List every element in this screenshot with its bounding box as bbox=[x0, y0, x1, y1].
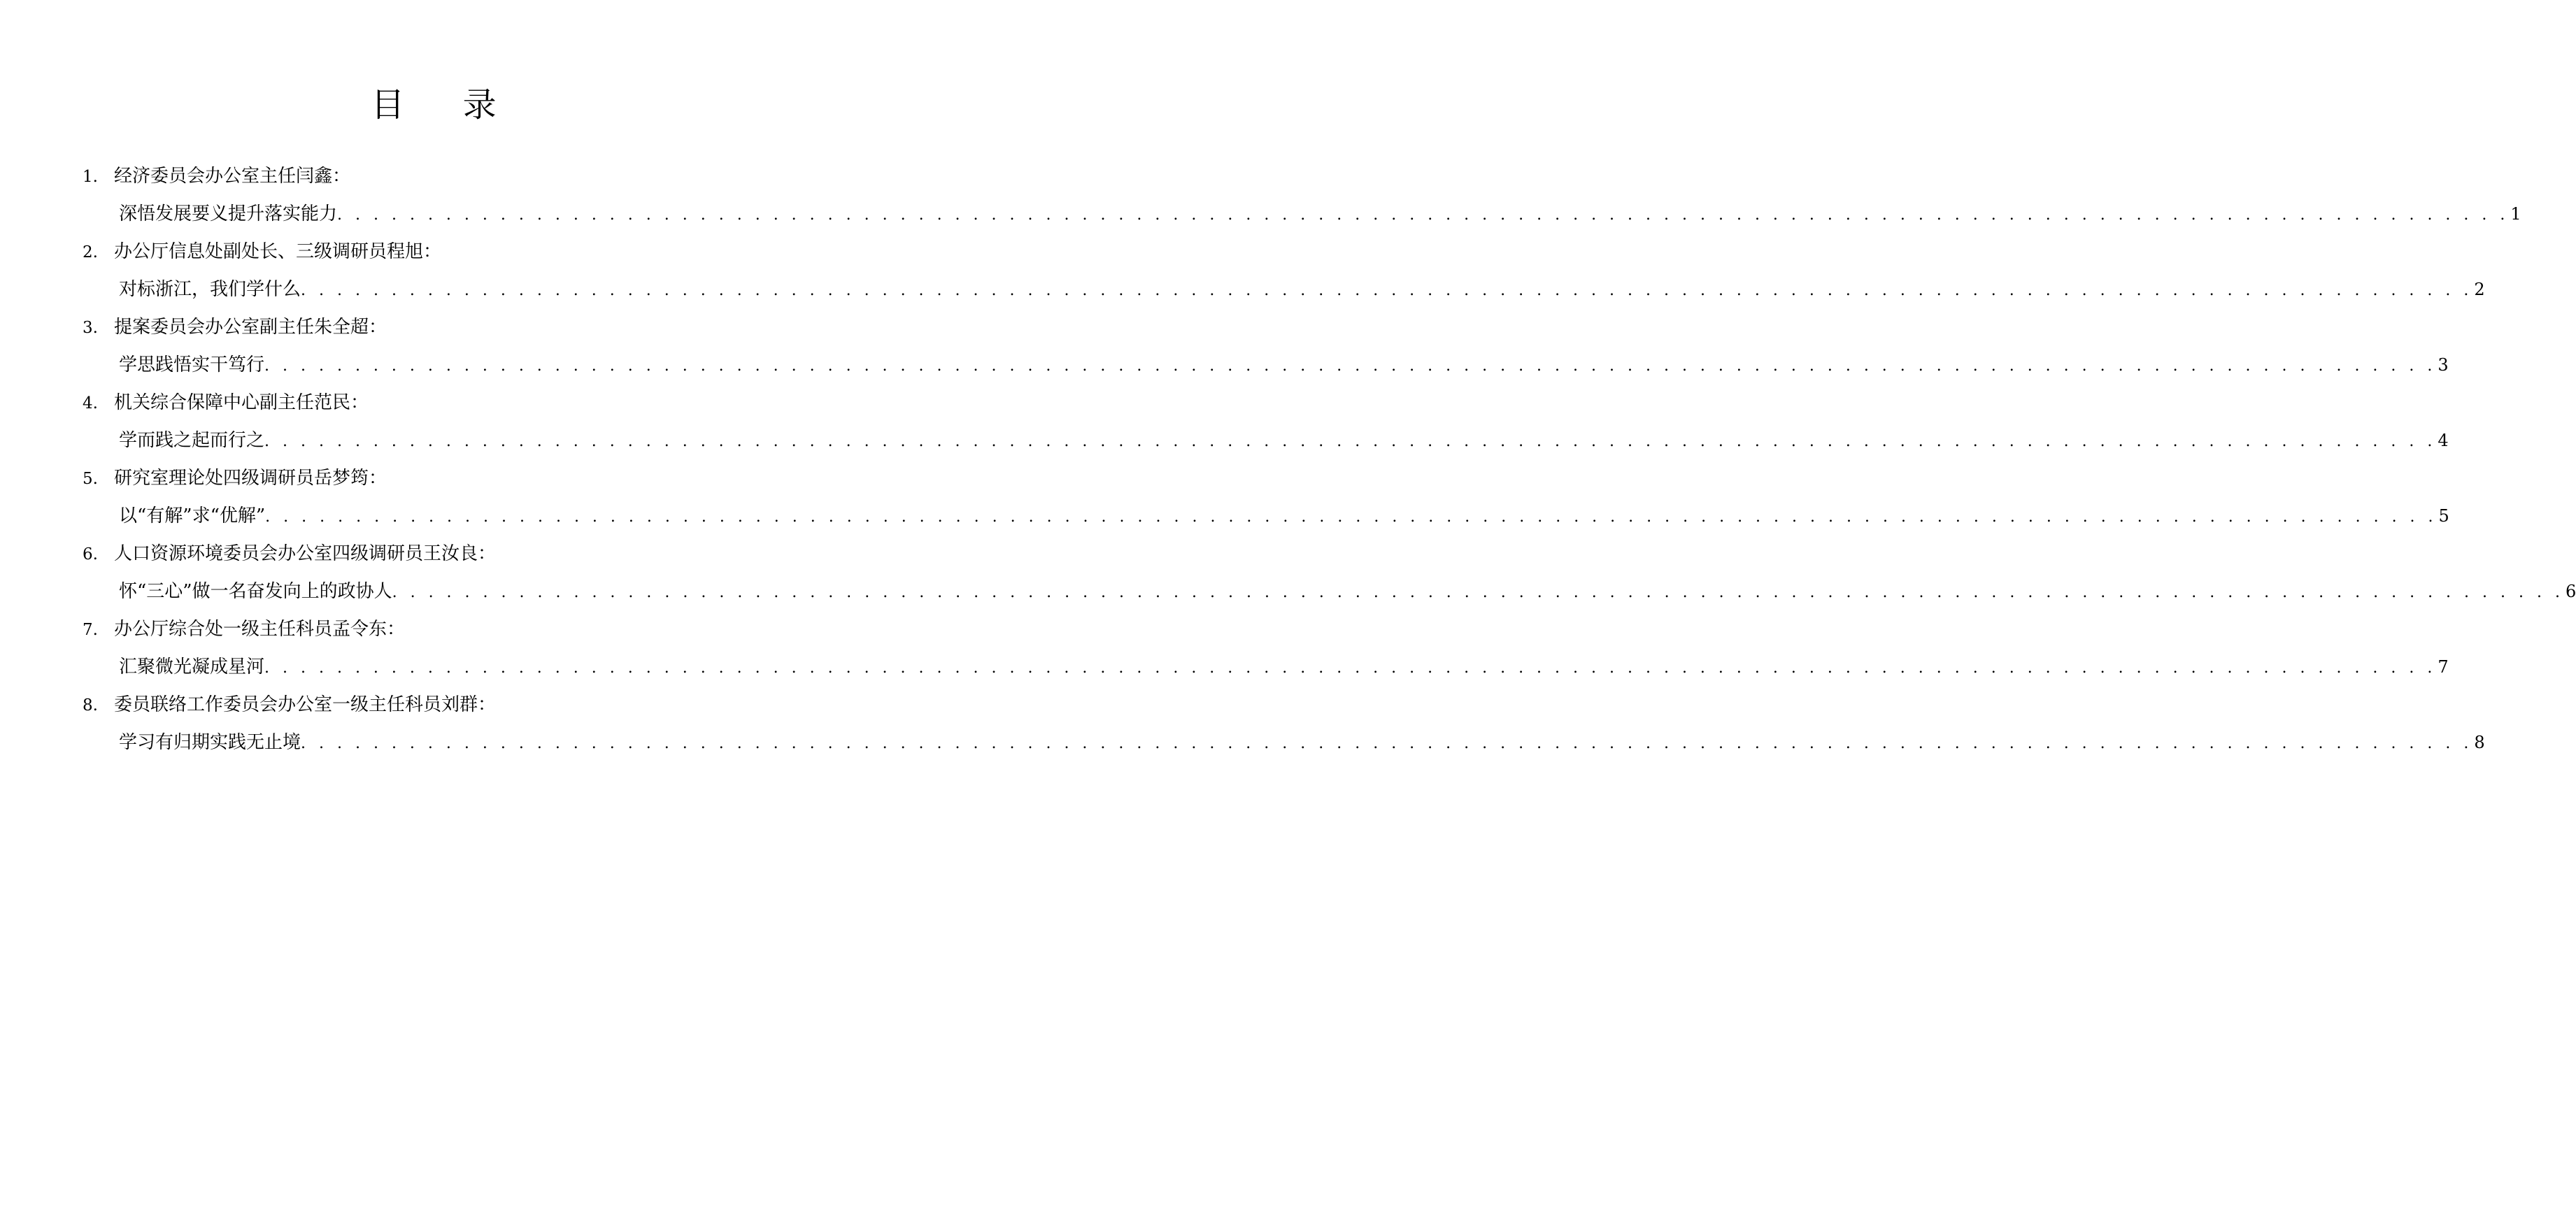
page-title: 目 录 bbox=[371, 85, 520, 124]
toc-entry-title[interactable]: 学思践悟实干笃行 bbox=[119, 354, 265, 375]
toc-entry[interactable] bbox=[83, 614, 2449, 689]
toc-entry-title[interactable]: 学习有归期实践无止境 bbox=[119, 732, 301, 753]
toc-entry-title-line[interactable] bbox=[83, 576, 2576, 614]
toc-entry-title-line[interactable] bbox=[83, 727, 2485, 765]
toc-entry-title[interactable]: 深悟发展要义提升落实能力 bbox=[119, 203, 338, 224]
toc-entry-page-number[interactable]: 3 bbox=[2438, 355, 2449, 375]
toc-entry[interactable] bbox=[83, 387, 2449, 463]
toc-entry-number: 3. bbox=[83, 319, 98, 337]
toc-entry-number: 7. bbox=[83, 621, 98, 639]
toc-entry[interactable] bbox=[83, 236, 2485, 312]
toc-entry[interactable] bbox=[83, 538, 2576, 614]
toc-entry[interactable] bbox=[83, 161, 2521, 236]
toc-dot-leader: . . . . . . . . . . . . . . . . . . . . . . . . . . . . . . . . . . . . . . . . . . . . . . . . . . . . . . . . . . . . . . . . . . . . . . . . . . . . . . . . . . . . . . . . . . . . . . . . . . . . . . . . . . . . . . . . . . . . . . . . bbox=[301, 735, 2473, 752]
toc-entry-title[interactable]: 以“有解”求“优解” bbox=[119, 505, 266, 526]
toc-entry-title[interactable]: 汇聚微光凝成星河 bbox=[119, 656, 265, 677]
toc-entry-page-number[interactable]: 8 bbox=[2474, 733, 2485, 752]
toc-entry-author: 提案委员会办公室副主任朱全超： bbox=[114, 317, 387, 338]
toc-entry[interactable] bbox=[83, 689, 2485, 765]
toc-entry-author: 委员联络工作委员会办公室一级主任科员刘群： bbox=[114, 694, 497, 715]
toc-entry-number: 2. bbox=[83, 243, 98, 261]
toc-entry-number: 4. bbox=[83, 394, 98, 412]
toc-entry-author: 办公厅信息处副处长、三级调研员程旭： bbox=[114, 241, 442, 262]
toc-dot-leader: . . . . . . . . . . . . . . . . . . . . . . . . . . . . . . . . . . . . . . . . . . . . . . . . . . . . . . . . . . . . . . . . . . . . . . . . . . . . . . . . . . . . . . . . . . . . . . . . . . . . . . . . . . . . . . . . . . . . . . . . bbox=[264, 433, 2437, 450]
toc-entry-author: 人口资源环境委员会办公室四级调研员王汝良： bbox=[114, 543, 497, 564]
toc-entry-heading bbox=[83, 387, 789, 425]
toc-entry-page-number[interactable]: 2 bbox=[2474, 280, 2485, 299]
toc-entry-number: 8. bbox=[83, 696, 98, 715]
toc-entry-page-number[interactable]: 6 bbox=[2565, 582, 2576, 601]
toc-entry-title[interactable]: 怀“三心”做一名奋发向上的政协人 bbox=[119, 581, 392, 602]
toc-entry-page-number[interactable]: 1 bbox=[2510, 204, 2521, 224]
toc-entry-author: 研究室理论处四级调研员岳梦筠： bbox=[114, 468, 387, 489]
toc-entry-title[interactable]: 对标浙江，我们学什么 bbox=[119, 279, 301, 300]
toc-entry-title[interactable]: 学而践之起而行之 bbox=[119, 430, 265, 451]
toc-entry-title-line[interactable] bbox=[83, 652, 2449, 689]
toc-entry-author: 办公厅综合处一级主任科员孟令东： bbox=[114, 619, 406, 640]
table-of-contents bbox=[83, 161, 2576, 765]
toc-entry-heading bbox=[83, 236, 789, 274]
toc-entry-author: 机关综合保障中心副主任范民： bbox=[114, 392, 369, 413]
toc-entry-heading bbox=[83, 689, 789, 727]
toc-entry[interactable] bbox=[83, 312, 2449, 387]
toc-entry-heading bbox=[83, 463, 789, 501]
toc-entry-title-line[interactable] bbox=[83, 199, 2521, 236]
toc-entry-page-number[interactable]: 7 bbox=[2438, 657, 2449, 677]
toc-entry[interactable] bbox=[83, 463, 2449, 538]
toc-dot-leader: . . . . . . . . . . . . . . . . . . . . . . . . . . . . . . . . . . . . . . . . . . . . . . . . . . . . . . . . . . . . . . . . . . . . . . . . . . . . . . . . . . . . . . . . . . . . . . . . . . . . . . . . . . . . . . . . . . . . . . . . bbox=[337, 206, 2510, 224]
toc-dot-leader: . . . . . . . . . . . . . . . . . . . . . . . . . . . . . . . . . . . . . . . . . . . . . . . . . . . . . . . . . . . . . . . . . . . . . . . . . . . . . . . . . . . . . . . . . . . . . . . . . . . . . . . . . . . . . . . . . . . . . . . . bbox=[392, 584, 2564, 601]
toc-entry-title-line[interactable] bbox=[83, 274, 2485, 312]
toc-entry-author: 经济委员会办公室主任闫鑫： bbox=[114, 166, 351, 187]
toc-entry-number: 1. bbox=[83, 168, 98, 186]
toc-entry-heading bbox=[83, 614, 789, 652]
toc-dot-leader: . . . . . . . . . . . . . . . . . . . . . . . . . . . . . . . . . . . . . . . . . . . . . . . . . . . . . . . . . . . . . . . . . . . . . . . . . . . . . . . . . . . . . . . . . . . . . . . . . . . . . . . . . . . . . . . . . . . . . . . . bbox=[264, 357, 2437, 375]
toc-entry-page-number[interactable]: 4 bbox=[2438, 431, 2449, 450]
toc-dot-leader: . . . . . . . . . . . . . . . . . . . . . . . . . . . . . . . . . . . . . . . . . . . . . . . . . . . . . . . . . . . . . . . . . . . . . . . . . . . . . . . . . . . . . . . . . . . . . . . . . . . . . . . . . . . . . . . . . . . . . . . . bbox=[265, 508, 2438, 526]
toc-entry-title-line[interactable] bbox=[83, 501, 2449, 538]
toc-entry-title-line[interactable] bbox=[83, 425, 2449, 463]
toc-entry-heading bbox=[83, 538, 789, 576]
toc-entry-heading bbox=[83, 312, 789, 350]
toc-entry-number: 6. bbox=[83, 545, 98, 564]
toc-entry-number: 5. bbox=[83, 470, 98, 488]
toc-entry-heading bbox=[83, 161, 789, 199]
toc-entry-page-number[interactable]: 5 bbox=[2438, 506, 2449, 526]
toc-dot-leader: . . . . . . . . . . . . . . . . . . . . . . . . . . . . . . . . . . . . . . . . . . . . . . . . . . . . . . . . . . . . . . . . . . . . . . . . . . . . . . . . . . . . . . . . . . . . . . . . . . . . . . . . . . . . . . . . . . . . . . . . bbox=[264, 659, 2437, 677]
toc-dot-leader: . . . . . . . . . . . . . . . . . . . . . . . . . . . . . . . . . . . . . . . . . . . . . . . . . . . . . . . . . . . . . . . . . . . . . . . . . . . . . . . . . . . . . . . . . . . . . . . . . . . . . . . . . . . . . . . . . . . . . . . . bbox=[301, 282, 2473, 299]
toc-entry-title-line[interactable] bbox=[83, 350, 2449, 387]
